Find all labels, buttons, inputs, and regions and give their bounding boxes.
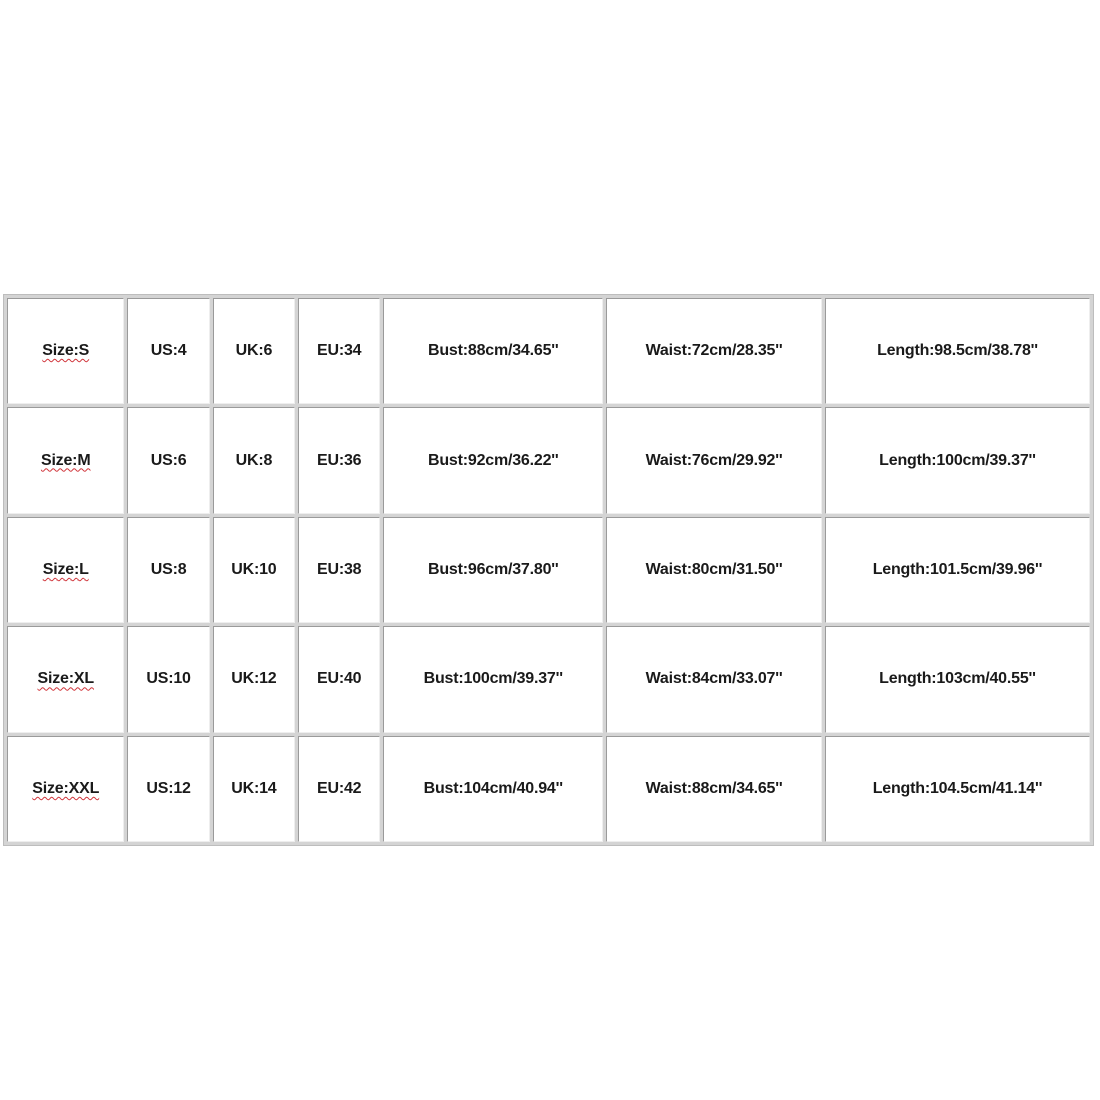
us-size-cell: US:8 (127, 517, 209, 623)
eu-size-cell: EU:40 (298, 626, 380, 732)
length-cell: Length:104.5cm/41.14'' (825, 736, 1090, 842)
us-size-cell: US:6 (127, 407, 209, 513)
eu-size-cell: EU:38 (298, 517, 380, 623)
bust-cell: Bust:100cm/39.37'' (383, 626, 603, 732)
bust-cell: Bust:104cm/40.94'' (383, 736, 603, 842)
waist-cell: Waist:80cm/31.50'' (606, 517, 822, 623)
bust-cell: Bust:96cm/37.80'' (383, 517, 603, 623)
size-row-m (7, 407, 1090, 513)
bust-cell: Bust:92cm/36.22'' (383, 407, 603, 513)
size-cell (7, 626, 124, 732)
us-size-cell: US:10 (127, 626, 209, 732)
size-row-xxl (7, 736, 1090, 842)
length-cell: Length:103cm/40.55'' (825, 626, 1090, 732)
size-label: Size:L (42, 560, 89, 578)
size-row-l (7, 517, 1090, 623)
us-size-cell: US:12 (127, 736, 209, 842)
uk-size-cell: UK:14 (213, 736, 295, 842)
uk-size-cell: UK:12 (213, 626, 295, 732)
waist-cell: Waist:76cm/29.92'' (606, 407, 822, 513)
size-cell (7, 407, 124, 513)
eu-size-cell: EU:42 (298, 736, 380, 842)
length-cell: Length:101.5cm/39.96'' (825, 517, 1090, 623)
eu-size-cell: EU:34 (298, 298, 380, 404)
size-cell (7, 736, 124, 842)
uk-size-cell: UK:8 (213, 407, 295, 513)
eu-size-cell: EU:36 (298, 407, 380, 513)
bust-cell: Bust:88cm/34.65'' (383, 298, 603, 404)
size-row-s (7, 298, 1090, 404)
size-label: Size:S (42, 342, 90, 360)
size-cell (7, 517, 124, 623)
size-label: Size:XXL (32, 779, 100, 797)
length-cell: Length:100cm/39.37'' (825, 407, 1090, 513)
size-row-xl (7, 626, 1090, 732)
uk-size-cell: UK:6 (213, 298, 295, 404)
waist-cell: Waist:88cm/34.65'' (606, 736, 822, 842)
size-label: Size:XL (37, 670, 94, 688)
length-cell: Length:98.5cm/38.78'' (825, 298, 1090, 404)
size-chart-table (4, 295, 1093, 845)
waist-cell: Waist:72cm/28.35'' (606, 298, 822, 404)
size-label: Size:M (40, 451, 91, 469)
waist-cell: Waist:84cm/33.07'' (606, 626, 822, 732)
uk-size-cell: UK:10 (213, 517, 295, 623)
size-cell (7, 298, 124, 404)
us-size-cell: US:4 (127, 298, 209, 404)
size-chart (3, 294, 1094, 846)
